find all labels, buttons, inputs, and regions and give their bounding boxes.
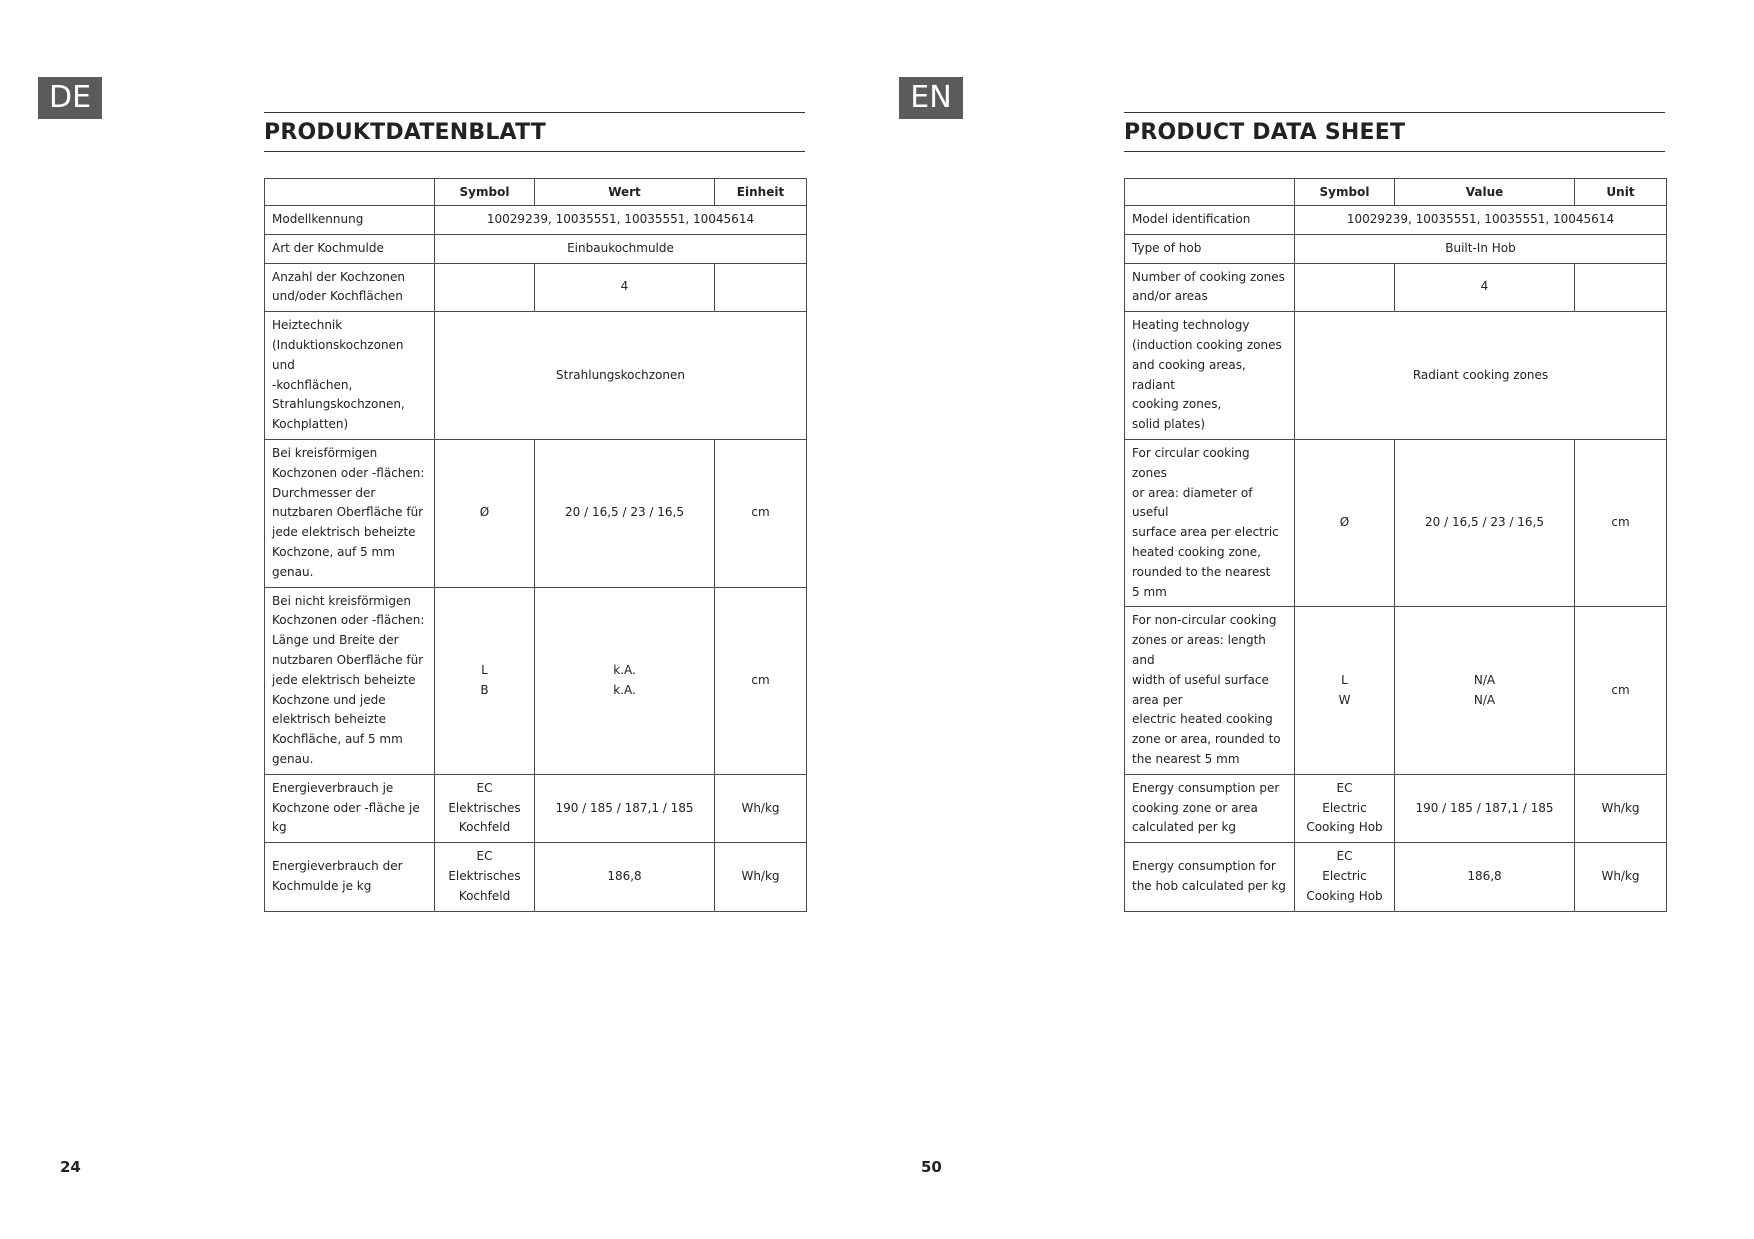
row-symbol [1295, 263, 1395, 312]
row-value: Radiant cooking zones [1295, 312, 1667, 440]
language-badge: EN [899, 77, 963, 119]
row-symbol: Ø [435, 439, 535, 587]
table-row-hob-type [265, 234, 807, 263]
row-label: Anzahl der Kochzonen und/oder Kochflächen [265, 263, 435, 312]
title-block [1124, 112, 1665, 152]
header-unit: Einheit [715, 179, 807, 206]
row-label: Energy consumption for the hob calculated per kg [1125, 843, 1295, 911]
table-row-hob-type [1125, 234, 1667, 263]
row-value: 186,8 [535, 843, 715, 911]
row-symbol [435, 263, 535, 312]
page-number: 50 [921, 1158, 942, 1176]
title-block [264, 112, 805, 152]
header-value: Value [1395, 179, 1575, 206]
row-unit: Wh/kg [1575, 774, 1667, 842]
row-label: Energy consumption per cooking zone or area calculated per kg [1125, 774, 1295, 842]
table-row-zones [1125, 263, 1667, 312]
row-label: For circular cooking zones or area: diameter of useful surface area per electric heated cooking zone, rounded to the nearest 5 mm [1125, 439, 1295, 606]
row-label: Type of hob [1125, 234, 1295, 263]
row-label: For non-circular cooking zones or areas: length and width of useful surface area per electric heated cooking zone or area, rounded to the nearest 5 mm [1125, 607, 1295, 774]
row-unit [715, 263, 807, 312]
row-label: Modellkennung [265, 206, 435, 235]
row-label: Art der Kochmulde [265, 234, 435, 263]
table-row-energy-hob [1125, 843, 1667, 911]
row-symbol: L B [435, 587, 535, 774]
row-unit: cm [1575, 439, 1667, 606]
row-value: 20 / 16,5 / 23 / 16,5 [1395, 439, 1575, 606]
row-value: 10029239, 10035551, 10035551, 10045614 [1295, 206, 1667, 235]
product-data-table [1124, 178, 1667, 912]
row-value: 4 [1395, 263, 1575, 312]
row-symbol: L W [1295, 607, 1395, 774]
row-symbol: EC Elektrisches Kochfeld [435, 774, 535, 842]
table-row-model [1125, 206, 1667, 235]
page-number: 24 [60, 1158, 81, 1176]
header-value: Wert [535, 179, 715, 206]
row-label: Energieverbrauch der Kochmulde je kg [265, 843, 435, 911]
row-unit: Wh/kg [715, 843, 807, 911]
row-value: 10029239, 10035551, 10035551, 10045614 [435, 206, 807, 235]
row-value: Strahlungskochzonen [435, 312, 807, 440]
row-label: Number of cooking zones and/or areas [1125, 263, 1295, 312]
row-value: N/A N/A [1395, 607, 1575, 774]
language-badge: DE [38, 77, 102, 119]
row-value: 20 / 16,5 / 23 / 16,5 [535, 439, 715, 587]
page-title: PRODUCT DATA SHEET [1124, 120, 1406, 145]
table-row-zones [265, 263, 807, 312]
header-empty [1125, 179, 1295, 206]
row-symbol: EC Elektrisches Kochfeld [435, 843, 535, 911]
row-value: Built-In Hob [1295, 234, 1667, 263]
header-unit: Unit [1575, 179, 1667, 206]
page-en [877, 0, 1754, 1239]
row-symbol: EC Electric Cooking Hob [1295, 843, 1395, 911]
table-row-heating [1125, 312, 1667, 440]
header-symbol: Symbol [1295, 179, 1395, 206]
table-row-circular [1125, 439, 1667, 606]
row-symbol: Ø [1295, 439, 1395, 606]
row-label: Model identification [1125, 206, 1295, 235]
row-unit: Wh/kg [715, 774, 807, 842]
row-label: Bei nicht kreisförmigen Kochzonen oder -flächen: Länge und Breite der nutzbaren Oberfläche für jede elektrisch beheizte Kochzone und jede elektrisch beheizte Kochfläche, auf 5 mm genau. [265, 587, 435, 774]
table-row-circular [265, 439, 807, 587]
table-row-heating [265, 312, 807, 440]
row-value: 190 / 185 / 187,1 / 185 [1395, 774, 1575, 842]
page-title: PRODUKTDATENBLATT [264, 120, 546, 145]
row-value: 4 [535, 263, 715, 312]
table-header-row [1125, 179, 1667, 206]
header-empty [265, 179, 435, 206]
row-label: Heating technology (induction cooking zones and cooking areas, radiant cooking zones, solid plates) [1125, 312, 1295, 440]
row-label: Energieverbrauch je Kochzone oder -fläche je kg [265, 774, 435, 842]
row-unit [1575, 263, 1667, 312]
row-label: Heiztechnik (Induktionskochzonen und -kochflächen, Strahlungskochzonen, Kochplatten) [265, 312, 435, 440]
product-data-table [264, 178, 807, 912]
row-value: k.A. k.A. [535, 587, 715, 774]
row-value: 190 / 185 / 187,1 / 185 [535, 774, 715, 842]
table-row-energy-zone [1125, 774, 1667, 842]
row-label: Bei kreisförmigen Kochzonen oder -flächen: Durchmesser der nutzbaren Oberfläche für jede elektrisch beheizte Kochzone, auf 5 mm genau. [265, 439, 435, 587]
row-unit: cm [1575, 607, 1667, 774]
row-unit: Wh/kg [1575, 843, 1667, 911]
table-row-energy-zone [265, 774, 807, 842]
row-symbol: EC Electric Cooking Hob [1295, 774, 1395, 842]
table-row-noncircular [1125, 607, 1667, 774]
row-unit: cm [715, 587, 807, 774]
row-unit: cm [715, 439, 807, 587]
row-value: 186,8 [1395, 843, 1575, 911]
table-header-row [265, 179, 807, 206]
row-value: Einbaukochmulde [435, 234, 807, 263]
table-row-energy-hob [265, 843, 807, 911]
table-row-noncircular [265, 587, 807, 774]
header-symbol: Symbol [435, 179, 535, 206]
table-row-model [265, 206, 807, 235]
